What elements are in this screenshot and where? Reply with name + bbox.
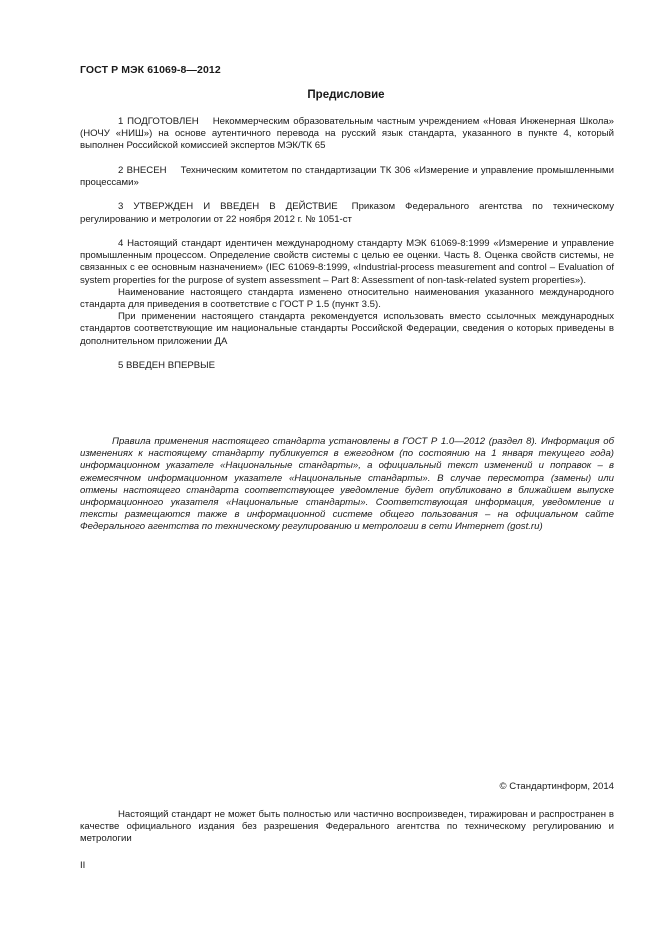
section-3-text: Приказом Федерального агентства по техническому регулированию и метрологии от 22 ноября 2012 г. № 1051-ст bbox=[80, 201, 614, 225]
section-2-label: 2 ВНЕСЕН bbox=[118, 164, 167, 176]
section-4-paragraph-2: Наименование настоящего стандарта изменено относительно наименования указанного международного стандарта для приведения в соответствие с ГОСТ Р 1.5 (пункт 3.5). bbox=[80, 286, 614, 310]
document-code-header: ГОСТ Р МЭК 61069-8—2012 bbox=[80, 64, 221, 76]
section-4: 4 Настоящий стандарт идентичен международному стандарту МЭК 61069-8:1999 «Измерение и управление промышленным процессом. Определение свойств системы с целью ее оценки. Часть 8. Оценка свойств системы, не связанных с ее основным назначением» (IEC 61069-8:1999, «Industrial-process measurement and control – Evaluation of system properties for the purpose of system assessment – Part 8: Assessment of non-task-related system properties»). bbox=[80, 237, 614, 286]
reproduction-rights-note: Настоящий стандарт не может быть полностью или частично воспроизведен, тиражирован и распространен в качестве официального издания без разрешения Федерального агентства по техническому регулированию и метрологии bbox=[80, 809, 614, 845]
page-number: II bbox=[80, 860, 86, 871]
section-3-label: 3 УТВЕРЖДЕН И ВВЕДЕН В ДЕЙСТВИЕ bbox=[118, 201, 338, 213]
section-4-paragraph-3: При применении настоящего стандарта рекомендуется использовать вместо ссылочных международных стандартов соответствующие им национальные стандарты Российской Федерации, сведения о которых приведены в дополнительном приложении ДА bbox=[80, 311, 614, 347]
section-2-text: Техническим комитетом по стандартизации ТК 306 «Измерение и управление промышленными процессами» bbox=[80, 164, 614, 188]
section-2 bbox=[80, 165, 614, 189]
section-1-label: 1 ПОДГОТОВЛЕН bbox=[118, 116, 199, 127]
copyright-line: © Стандартинформ, 2014 bbox=[499, 781, 614, 792]
section-1 bbox=[80, 116, 614, 153]
section-3 bbox=[80, 201, 614, 225]
section-1-text: Некоммерческим образовательным частным учреждением «Новая Инженерная Школа» (НОЧУ «НИШ») на основе аутентичного перевода на русский язык стандарта, указанного в пункте 4, который выполнен Российской комиссией экспертов МЭК/ТК 65 bbox=[80, 116, 614, 152]
application-rules-notice: Правила применения настоящего стандарта установлены в ГОСТ Р 1.0—2012 (раздел 8). Информация об изменениях к настоящему стандарту публикуется в ежегодном (по состоянию на 1 января текущего года) информационном указателе «Национальные стандарты», а официальный текст изменений и поправок – в ежемесячном информационном указателе «Национальные стандарты». В случае пересмотра (замены) или отмены настоящего стандарта соответствующее уведомление будет опубликовано в ближайшем выпуске информационного указателя «Национальные стандарты». Соответствующая информация, уведомление и тексты размещаются также в информационной системе общего пользования – на официальном сайте Федерального агентства по техническому регулированию и метрологии в сети Интернет (gost.ru) bbox=[80, 436, 614, 533]
foreword-body bbox=[80, 116, 614, 372]
page-title: Предисловие bbox=[307, 89, 385, 101]
section-5: 5 ВВЕДЕН ВПЕРВЫЕ bbox=[118, 360, 216, 371]
